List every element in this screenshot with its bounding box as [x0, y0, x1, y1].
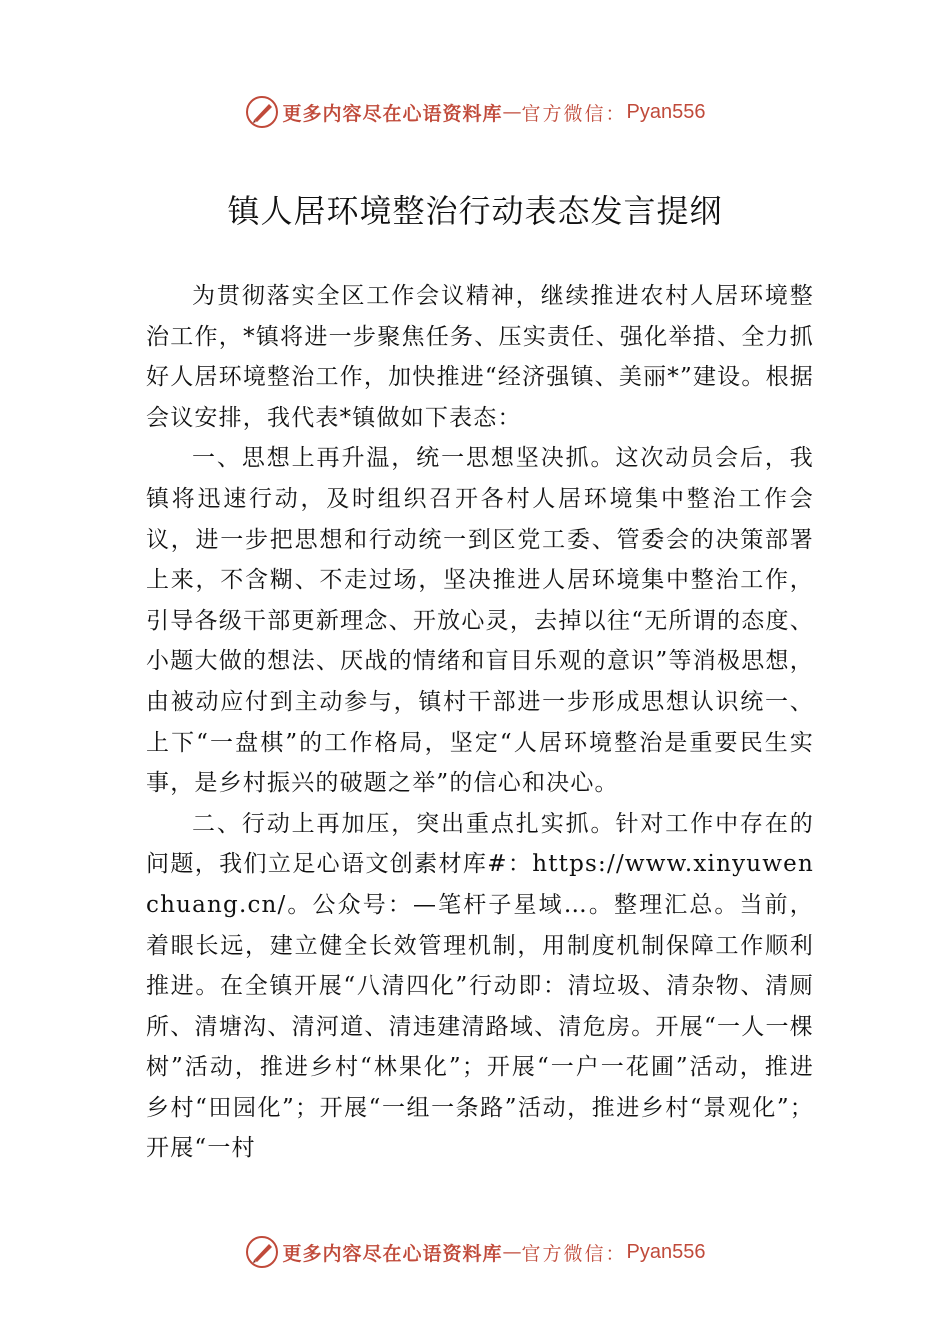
watermark-footer: [0, 1232, 950, 1272]
watermark-wechat-id: Pyan556: [626, 1240, 706, 1263]
watermark-label: 官方微信：: [521, 1242, 627, 1265]
watermark-wechat-id: Pyan556: [626, 100, 706, 123]
watermark-text: 更多内容尽在心语资料库: [282, 1242, 503, 1265]
paragraph-point-one: 一、思想上再升温，统一思想坚决抓。这次动员会后，我镇将迅速行动，及时组织召开各村人居环境集中整治工作会议，进一步把思想和行动统一到区党工委、管委会的决策部署上来，不含糊、不走过场，坚决推进人居环境集中整治工作，引导各级干部更新理念、开放心灵，去掉以往“无所谓的态度、小题大做的想法、厌战的情绪和盲目乐观的意识”等消极思想，由被动应付到主动参与，镇村干部进一步形成思想认识统一、上下“一盘棋”的工作格局，坚定“人居环境整治是重要民生实事，是乡村振兴的破题之举”的信心和决心。: [146, 445, 814, 797]
watermark-label: 官方微信：: [521, 102, 627, 125]
pen-logo-icon: [245, 95, 279, 129]
pen-logo-icon: [245, 1235, 279, 1269]
watermark-header: [0, 92, 950, 132]
watermark-text: 更多内容尽在心语资料库: [282, 102, 503, 125]
document-title: 镇人居环境整治行动表态发言提纲: [227, 192, 723, 230]
paragraph-point-two: 二、行动上再加压，突出重点扎实抓。针对工作中存在的问题，我们立足心语文创素材库#：https://www.xinyuwenchuang.cn/。公众号：—笔杆子星域…。整理汇总。当前，着眼长远，建立健全长效管理机制，用制度机制保障工作顺利推进。在全镇开展“八清四化”行动即：清垃圾、清杂物、清厕所、清塘沟、清河道、清违建清路域、清危房。开展“一人一棵树”活动，推进乡村“林果化”；开展“一户一花圃”活动，推进乡村“田园化”；开展“一组一条路”活动，推进乡村“景观化”；开展“一村: [146, 810, 814, 1162]
paragraph-intro: 为贯彻落实全区工作会议精神，继续推进农村人居环境整治工作，*镇将进一步聚焦任务、压实责任、强化举措、全力抓好人居环境整治工作，加快推进“经济强镇、美丽*”建设。根据会议安排，我代表*镇做如下表态：: [146, 283, 814, 431]
watermark-separator: —: [502, 1241, 522, 1263]
watermark-separator: —: [502, 101, 522, 123]
document-body: [146, 276, 814, 1169]
